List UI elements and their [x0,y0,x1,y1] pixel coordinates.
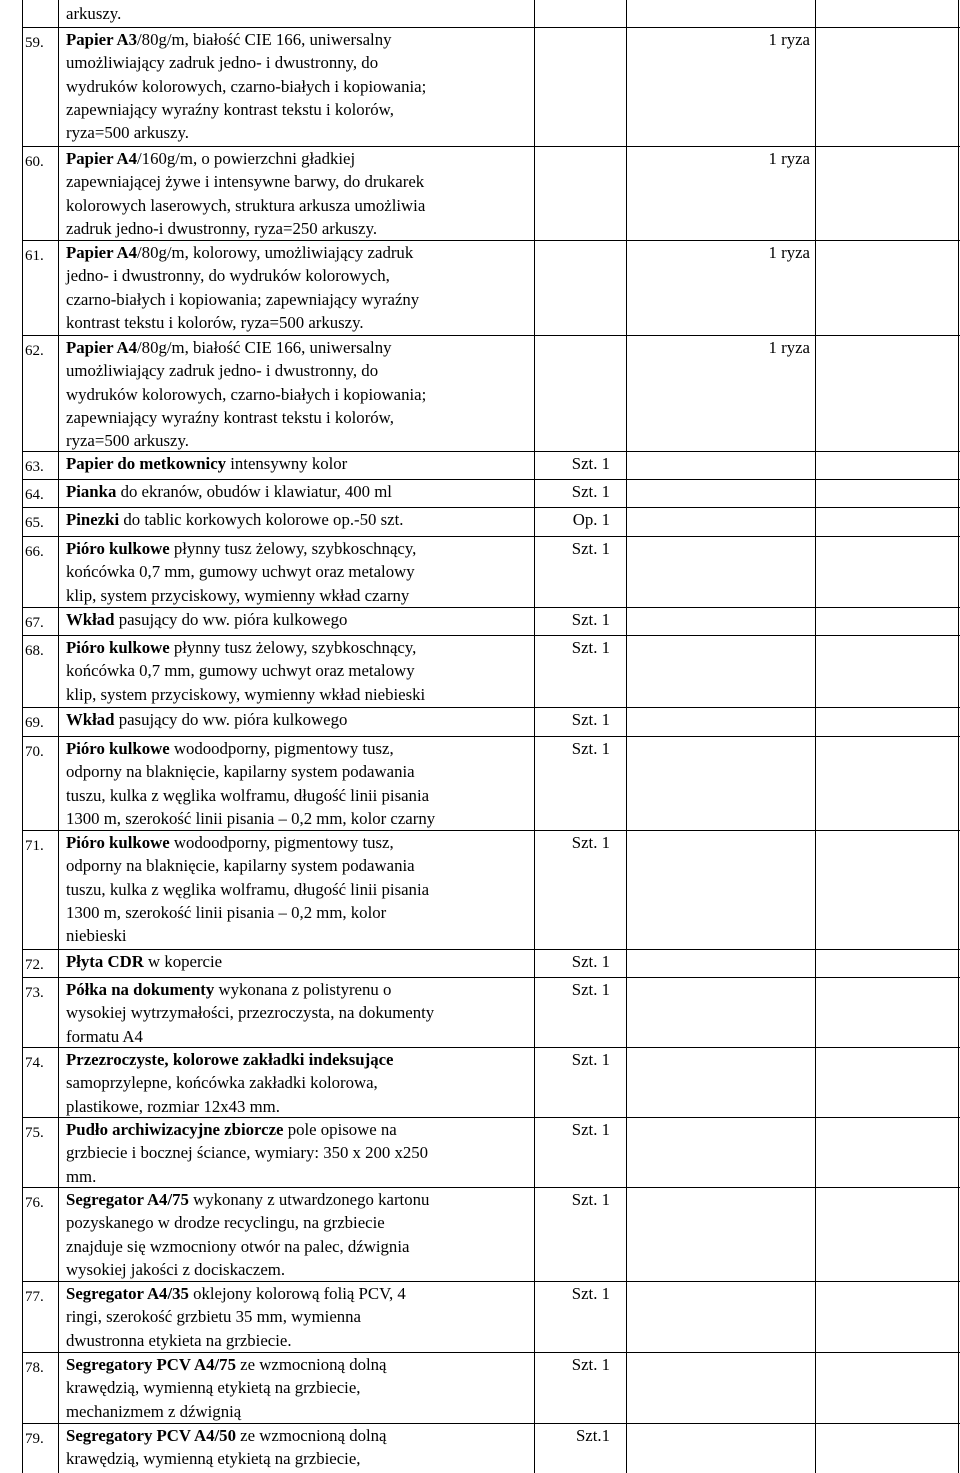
item-number: 72. [25,957,44,973]
description-line: czarno-białych i kopiowania; zapewniający wyraźny [66,289,420,309]
description-line: odporny na blaknięcie, kapilarny system podawania [66,762,415,782]
item-description [66,480,528,503]
row-divider [22,635,960,636]
description-line: zapewniający wyraźny kontrast tekstu i kolorów, [66,99,394,119]
item-number: 77. [25,1289,44,1305]
item-name: Pióro kulkowe [66,833,170,852]
item-unit-quantity: 1 ryza [768,243,810,262]
row-divider [22,451,960,452]
item-name: Płyta CDR [66,952,144,971]
description-line: końcówka 0,7 mm, gumowy uchwyt oraz metalowy [66,661,415,681]
description-line [66,1048,528,1071]
item-number: 61. [25,248,44,264]
description-line: klip, system przyciskowy, wymienny wkład czarny [66,585,410,605]
item-unit-quantity: Szt.1 [575,1426,610,1445]
description-line: 1300 m, szerokość linii pisania – 0,2 mm, kolor czarny [66,808,436,828]
description-line: Płyta CDR w kopercie [66,952,223,971]
item-name: Papier A4 [66,149,138,168]
row-divider [22,1281,960,1282]
description-line: Papier A4/80g/m, kolorowy, umożliwiający zadruk [66,243,414,262]
description-line: wydruków kolorowych, czarno-białych i kopiowania; [66,76,427,96]
description-line: wysokiej jakości z dociskaczem. [66,1259,286,1279]
description-line: wydruków kolorowych, czarno-białych i kopiowania; [66,384,427,404]
description-line: ryza=500 arkuszy. [66,431,189,451]
description-line: Papier A4/80g/m, białość CIE 166, uniwersalny [66,338,392,357]
item-number: 69. [25,715,44,731]
item-description [66,1118,528,1188]
description-line: Papier A4/160g/m, o powierzchni gładkiej [66,149,356,168]
item-name: Papier do metkownicy [66,454,227,473]
item-name: Wkład [66,610,115,629]
item-description [66,537,528,607]
item-unit-quantity: Szt. 1 [571,980,610,999]
item-description [66,508,528,531]
item-description [66,1048,528,1118]
item-description [66,978,528,1048]
description-line: Pióro kulkowe wodoodporny, pigmentowy tusz, [66,833,394,852]
row-divider [22,1187,960,1188]
description-line: krawędzią, wymienną etykietą na grzbiecie, [66,1378,361,1398]
item-number: 75. [25,1125,44,1141]
description-line: Segregatory PCV A4/75 ze wzmocnioną dolną [66,1355,387,1374]
item-name: Segregator A4/35 [66,1284,189,1303]
item-unit-quantity: 1 ryza [768,30,810,49]
description-line: Segregator A4/75 wykonany z utwardzonego kartonu [66,1190,430,1209]
item-description [66,708,528,731]
description-line: mechanizmem z dźwignią [66,1401,242,1421]
row-divider [22,536,960,537]
description-line: mm. [66,1166,97,1186]
description-line: ringi, szerokość grzbietu 35 mm, wymienna [66,1307,361,1327]
description-line: Pióro kulkowe płynny tusz żelowy, szybkoschnący, [66,539,417,558]
description-line: Wkład pasujący do ww. pióra kulkowego [66,710,348,729]
row-divider [22,240,960,241]
item-number: 59. [25,35,44,51]
item-unit-quantity: Szt. 1 [571,610,610,629]
description-line: Segregator A4/35 oklejony kolorową folią PCV, 4 [66,1284,406,1303]
item-description [66,241,528,334]
row-divider [22,736,960,737]
description-line: kolorowych laserowych, struktura arkusza umożliwia [66,195,426,215]
item-name: Papier A4 [66,243,138,262]
item-unit-quantity: Szt. 1 [571,1190,610,1209]
item-name: Segregator A4/75 [66,1190,189,1209]
row-divider [22,335,960,336]
description-line: tuszu, kulka z węglika wolframu, długość linii pisania [66,879,430,899]
description-line: plastikowe, rozmiar 12x43 mm. [66,1096,280,1116]
description-line: Pianka do ekranów, obudów i klawiatur, 400 ml [66,482,392,501]
description-line: znajduje się wzmocniony otwór na palec, dźwignia [66,1236,410,1256]
item-name: Pióro kulkowe [66,739,170,758]
description-line: Pinezki do tablic korkowych kolorowe op.-50 szt. [66,510,404,529]
description-line: odporny na blaknięcie, kapilarny system podawania [66,856,415,876]
item-description [66,831,528,947]
item-description [66,1424,528,1471]
item-description [66,1282,528,1352]
row-divider [22,707,960,708]
item-unit-quantity: 1 ryza [768,338,810,357]
item-unit-quantity: Szt. 1 [571,710,610,729]
item-number: 67. [25,615,44,631]
description-line: Pióro kulkowe płynny tusz żelowy, szybkoschnący, [66,638,417,657]
item-description [66,737,528,830]
description-line: ryza=500 arkuszy. [66,123,189,143]
description-line: końcówka 0,7 mm, gumowy uchwyt oraz metalowy [66,562,415,582]
item-unit-quantity: Szt. 1 [571,952,610,971]
item-unit-quantity: Szt. 1 [571,638,610,657]
row-divider [22,479,960,480]
description-line: formatu A4 [66,1026,143,1046]
item-description [66,1353,528,1423]
description-line: klip, system przyciskowy, wymienny wkład niebieski [66,684,426,704]
row-divider [22,507,960,508]
item-name: Papier A4 [66,338,138,357]
item-number: 70. [25,744,44,760]
row-divider [22,1117,960,1118]
item-unit-quantity: Szt. 1 [571,1120,610,1139]
item-number: 76. [25,1195,44,1211]
item-unit-quantity: Szt. 1 [571,833,610,852]
item-name: Pianka [66,482,117,501]
item-number: 71. [25,838,44,854]
item-description [66,1188,528,1281]
item-number: 68. [25,643,44,659]
item-number: 79. [25,1431,44,1447]
description-line: zapewniający wyraźny kontrast tekstu i kolorów, [66,407,394,427]
item-unit-quantity: Op. 1 [572,510,610,529]
item-unit-quantity: Szt. 1 [571,482,610,501]
description-line: krawędzią, wymienną etykietą na grzbiecie, [66,1449,361,1469]
leading-text: arkuszy. [66,4,122,23]
description-line: samoprzylepne, końcówka zakładki kolorowa, [66,1073,378,1093]
item-number: 62. [25,343,44,359]
description-line: Półka na dokumenty wykonana z polistyrenu o [66,980,392,999]
item-number: 74. [25,1055,44,1071]
description-line: Pudło archiwizacyjne zbiorcze pole opisowe na [66,1120,397,1139]
row-divider [22,1423,960,1424]
row-divider [22,146,960,147]
description-line: wysokiej wytrzymałości, przezroczysta, na dokumenty [66,1003,435,1023]
item-description [66,608,528,631]
description-line: dwustronna etykieta na grzbiecie. [66,1330,292,1350]
row-divider [22,830,960,831]
item-number: 60. [25,154,44,170]
item-name: Pióro kulkowe [66,638,170,657]
item-name: Wkład [66,710,115,729]
item-number: 64. [25,487,44,503]
row-divider [22,949,960,950]
description-line: zadruk jedno-i dwustronny, ryza=250 arkuszy. [66,218,378,238]
row-divider [22,1352,960,1353]
description-line: 1300 m, szerokość linii pisania – 0,2 mm, kolor [66,902,387,922]
description-line: Pióro kulkowe wodoodporny, pigmentowy tusz, [66,739,394,758]
description-line: grzbiecie i bocznej ściance, wymiary: 350 x 200 x250 [66,1143,429,1163]
item-number: 65. [25,515,44,531]
description-line: niebieski [66,926,127,946]
item-description [66,28,528,144]
row-divider [22,977,960,978]
item-unit-quantity: Szt. 1 [571,1355,610,1374]
item-number: 73. [25,985,44,1001]
item-unit-quantity: 1 ryza [768,149,810,168]
item-name: Przezroczyste, kolorowe zakładki indeksujące [66,1050,394,1069]
description-line: Wkład pasujący do ww. pióra kulkowego [66,610,348,629]
item-name: Segregatory PCV A4/50 [66,1426,236,1445]
description-line: umożliwiający zadruk jedno- i dwustronny, do [66,53,379,73]
description-line: Papier A3/80g/m, białość CIE 166, uniwersalny [66,30,392,49]
item-number: 78. [25,1360,44,1376]
item-unit-quantity: Szt. 1 [571,1284,610,1303]
description-line: umożliwiający zadruk jedno- i dwustronny, do [66,361,379,381]
description-line: jedno- i dwustronny, do wydruków kolorowych, [66,266,390,286]
item-unit-quantity: Szt. 1 [571,539,610,558]
row-divider [22,1047,960,1048]
item-name: Półka na dokumenty [66,980,215,999]
description-line: Papier do metkownicy intensywny kolor [66,454,348,473]
item-description [66,147,528,240]
item-description [66,950,528,973]
item-name: Pinezki [66,510,120,529]
description-line: kontrast tekstu i kolorów, ryza=500 arkuszy. [66,312,364,332]
item-description [66,636,528,706]
description-line: tuszu, kulka z węglika wolframu, długość linii pisania [66,785,430,805]
description-line: pozyskanego w drodze recyclingu, na grzbiecie [66,1213,385,1233]
description-line: Segregatory PCV A4/50 ze wzmocnioną dolną [66,1426,387,1445]
item-description [66,452,528,475]
item-unit-quantity: Szt. 1 [571,739,610,758]
item-unit-quantity: Szt. 1 [571,454,610,473]
item-unit-quantity: Szt. 1 [571,1050,610,1069]
item-name: Pudło archiwizacyjne zbiorcze [66,1120,284,1139]
row-divider [22,607,960,608]
item-name: Segregatory PCV A4/75 [66,1355,236,1374]
item-description [66,336,528,452]
item-number: 63. [25,459,44,475]
item-number: 66. [25,544,44,560]
item-name: Pióro kulkowe [66,539,170,558]
item-name: Papier A3 [66,30,138,49]
description-line: zapewniającej żywe i intensywne barwy, do drukarek [66,172,425,192]
